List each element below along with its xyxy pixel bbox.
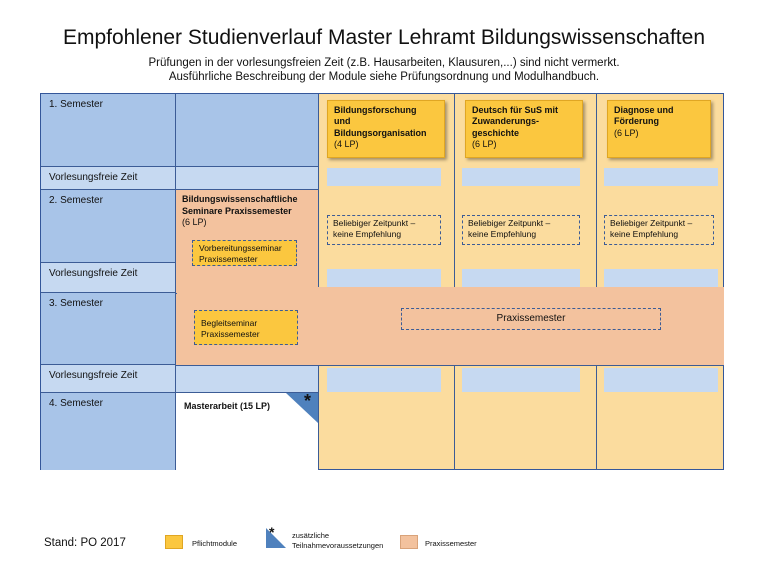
free-time-slot (462, 368, 580, 392)
module-title-line: Förderung (614, 116, 659, 127)
begleitseminar-line: Begleitseminar (201, 318, 258, 328)
module-title-line: Bildungsforschung (334, 105, 417, 115)
row-label-text: Vorlesungsfreie Zeit (49, 370, 138, 381)
row-label-text: 3. Semester (49, 298, 103, 309)
row-label-free-2 (41, 263, 176, 293)
praxissemester-box (401, 308, 661, 330)
free-time-slot (327, 168, 441, 186)
seminare-title-line: Bildungswissenschaftliche (182, 194, 298, 204)
subtitle-line-1: Prüfungen in der vorlesungsfreien Zeit (z.B. Hausarbeiten, Klausuren,...) sind nicht vermerkt. (148, 57, 620, 69)
legend-label-prerequisite (292, 531, 383, 551)
flexible-timing-line: keine Empfehlung (333, 228, 402, 239)
column-divider (454, 94, 455, 470)
legend-label-praxissemester: Praxissemester (425, 539, 477, 548)
row-label-semester-4 (41, 393, 176, 470)
row-label-free-1 (41, 167, 176, 190)
module-lp: (4 LP) (334, 138, 359, 149)
module-title-line: Deutsch für SuS mit (472, 105, 559, 115)
prerequisite-star-icon: * (304, 391, 312, 411)
subtitle-line-2: Ausführliche Beschreibung der Module siehe Prüfungsordnung und Modulhandbuch. (168, 71, 600, 83)
module-diagnose-foerderung (607, 100, 711, 158)
row-divider (176, 293, 177, 294)
column-divider (318, 94, 319, 470)
module-title-line: und (334, 116, 351, 127)
flexible-timing-line: Beliebiger Zeitpunkt – (333, 218, 416, 228)
flexible-timing-line: Beliebiger Zeitpunkt – (468, 218, 551, 228)
free-time-slot (462, 168, 580, 186)
row-label-text: 2. Semester (49, 195, 103, 206)
module-lp: (6 LP) (472, 138, 497, 149)
column2-free-1 (176, 167, 318, 190)
row-label-free-3 (41, 365, 176, 393)
column-divider (596, 94, 597, 470)
legend-swatch-praxissemester (400, 535, 418, 549)
column2-free-3 (176, 365, 318, 393)
legend-swatch-pflichtmodule (165, 535, 183, 549)
flexible-timing-box (462, 215, 580, 245)
module-title-line: geschichte (472, 127, 520, 138)
module-bildungsforschung (327, 100, 445, 158)
seminare-lp: (6 LP) (182, 217, 207, 228)
row-label-text: Vorlesungsfreie Zeit (49, 268, 138, 279)
row-label-text: 1. Semester (49, 99, 103, 110)
free-time-slot (604, 368, 718, 392)
column2-semester-1 (176, 94, 318, 167)
free-time-slot (462, 269, 580, 287)
vorbereitungsseminar-box (192, 240, 297, 266)
free-time-slot (327, 269, 441, 287)
flexible-timing-line: keine Empfehlung (610, 228, 679, 239)
free-time-slot (327, 368, 441, 392)
masterarbeit-label: Masterarbeit (15 LP) (184, 401, 271, 411)
seminare-title-line: Seminare Praxissemester (182, 205, 292, 216)
flexible-timing-box (327, 215, 441, 245)
module-title-line: Bildungsorganisation (334, 127, 427, 138)
legend-label-line: zusätzliche (292, 531, 330, 540)
legend-star-icon: * (269, 524, 275, 540)
seminare-title (182, 194, 317, 229)
module-title-line: Diagnose und (614, 105, 674, 115)
flexible-timing-line: Beliebiger Zeitpunkt – (610, 218, 693, 228)
legend-label-pflichtmodule: Pflichtmodule (192, 539, 238, 548)
row-label-text: Vorlesungsfreie Zeit (49, 172, 138, 183)
flexible-timing-box (604, 215, 714, 245)
row-label-semester-1 (41, 94, 176, 167)
study-plan-diagram (40, 93, 724, 470)
page-title: Empfohlener Studienverlauf Master Lehramt Bildungswissenschaften (62, 26, 705, 49)
module-deutsch-sus (465, 100, 583, 158)
row-label-semester-2 (41, 190, 176, 263)
begleitseminar-box (194, 310, 298, 345)
legend-label-line: Teilnahmevoraussetzungen (292, 541, 384, 551)
module-lp: (6 LP) (614, 127, 639, 138)
vorbereitungsseminar-line: Vorbereitungsseminar (199, 243, 282, 253)
free-time-slot (604, 269, 718, 287)
begleitseminar-line: Praxissemester (201, 328, 260, 339)
row-label-semester-3 (41, 293, 176, 365)
legend-stand: Stand: PO 2017 (44, 537, 126, 549)
row-label-text: 4. Semester (49, 398, 103, 409)
prerequisite-corner-marker (286, 393, 318, 423)
praxissemester-label: Praxissemester (496, 313, 566, 324)
vorbereitungsseminar-line: Praxissemester (199, 253, 258, 264)
flexible-timing-line: keine Empfehlung (468, 228, 537, 239)
module-title-line: Zuwanderungs- (472, 116, 539, 127)
free-time-slot (604, 168, 718, 186)
